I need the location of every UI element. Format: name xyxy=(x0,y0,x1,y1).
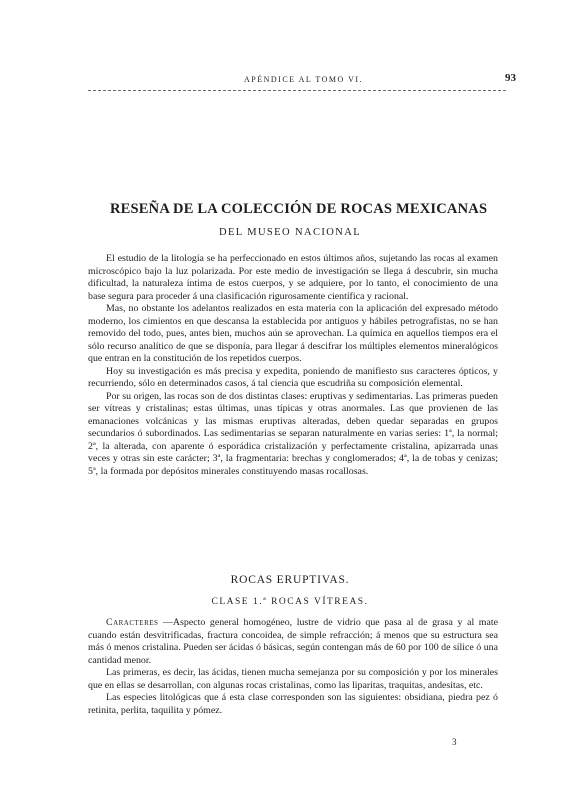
page-subtitle: DEL MUSEO NACIONAL xyxy=(218,227,362,238)
paragraph: Hoy su investigación es más precisa y expedita, poniendo de manifiesto sus caracteres ópticos, y recurriendo, sólo en determinados casos, á tal ciencia que escudriña su composición elemental. xyxy=(88,365,498,389)
footer-signature-mark: 3 xyxy=(452,737,457,747)
paragraph-text: Las primeras, es decir, las ácidas, tienen mucha semejanza por su composición y por los minerales que en ellas se desarrollan, con algunas rocas cristalinas, como las liparitas, traquitas, andesitas, etc. xyxy=(88,667,498,691)
page-number: 93 xyxy=(505,72,516,84)
page-title: RESEÑA DE LA COLECCIÓN DE ROCAS MEXICANAS xyxy=(110,201,488,217)
paragraph xyxy=(88,667,498,692)
section-title: ROCAS ERUPTIVAS. xyxy=(230,574,350,586)
paragraph xyxy=(88,692,498,717)
paragraph-text: —Aspecto general homogéneo, lustre de vidrio que pasa al de grasa y al mate cuando están desvitrificadas, fractura concoidea, de simple refracción; á menos que su estructura sea más ó menos cristalina. Pueden ser ácidas ó básicas, según contengan más de 60 por 100 de sílice ó una cantidad menor. xyxy=(88,617,498,666)
paragraph-text: Las especies litológicas que á esta clase corresponden son las siguientes: obsidiana, piedra pez ó retinita, perlita, taquilita y pómez. xyxy=(88,692,498,716)
section-body xyxy=(88,617,498,717)
paragraph xyxy=(88,617,498,667)
header-rule xyxy=(88,90,506,91)
paragraph: Mas, no obstante los adelantos realizados en esta materia con la aplicación del expresado método moderno, los cimientos en que descansa la establecida por antiguos y hábiles petrografistas, no se han removido del todo, pues, antes bien, muchos aún se aprovechan. La química en aquellos tiempos era el sólo recurso analítico de que se disponía, para llegar á descifrar los múltiples elementos mineralógicos que entran en la constitución de los repetidos cuerpos. xyxy=(88,303,498,364)
paragraph: El estudio de la litología se ha perfeccionado en estos últimos años, sujetando las rocas al examen microscópico bajo la luz polarizada. Por este medio de investigación se llega á descubrir, sin mucha dificultad, la naturaleza íntima de estos cuerpos, y se adquiere, por lo tanto, el conocimiento de una base segura para proceder á una clasificación rigurosamente científica y racional. xyxy=(88,253,498,302)
subsection-title: CLASE 1.ª ROCAS VÍTREAS. xyxy=(211,597,369,607)
paragraph-term: Caracteres xyxy=(106,617,159,628)
running-head: APÉNDICE AL TOMO VI. xyxy=(244,75,364,84)
intro-body xyxy=(88,253,498,478)
paragraph: Por su origen, las rocas son de dos distintas clases: eruptivas y sedimentarias. Las primeras pueden ser vítreas y cristalinas; estas últimas, unas típicas y otras anormales. Las que provienen de las emanaciones volcánicas y las mismas eruptivas alteradas, deben quedar separadas en grupos secundarios ó subordinados. Las sedimentarias se separan naturalmente en varias series: 1ª, la normal; 2ª, la alterada, con aparente ó esporádica cristalización y perfectamente cristalina, apizarrada unas veces y otras sin este carácter; 3ª, la fragmentaria: brechas y conglomerados; 4ª, la de tobas y cenizas; 5ª, la formada por depósitos minerales constituyendo masas rocallosas. xyxy=(88,390,498,477)
